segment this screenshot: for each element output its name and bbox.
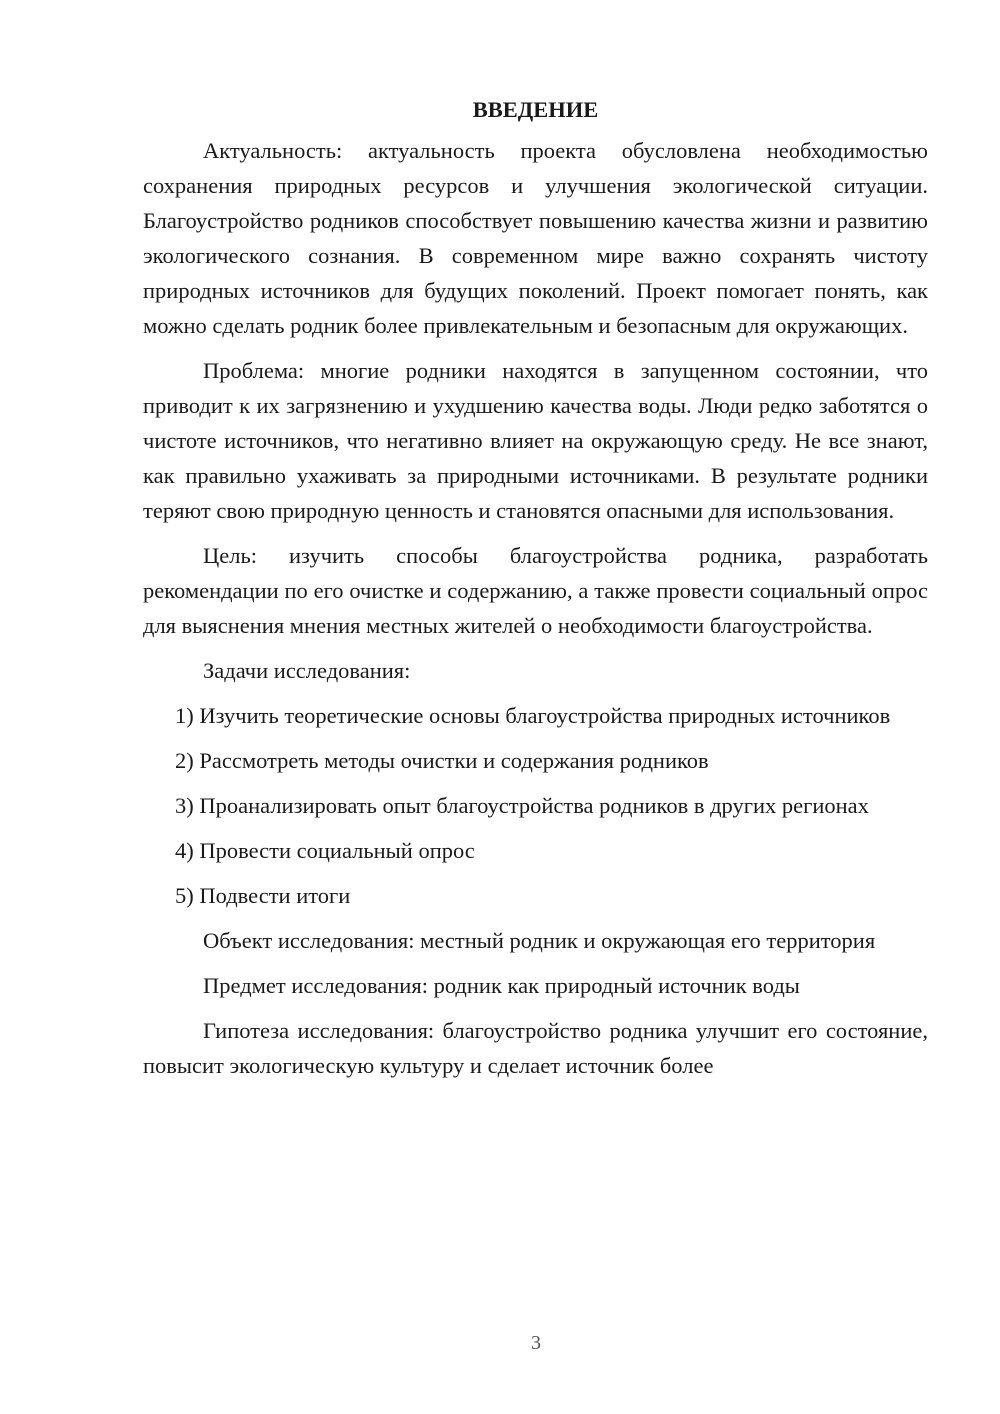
task-item-1: 1) Изучить теоретические основы благоустройства природных источников: [175, 703, 891, 728]
paragraph-hypothesis: Гипотеза исследования: благоустройство родника улучшит его состояние, повысит экологическую культуру и сделает источник более: [143, 1018, 928, 1078]
paragraph-problem: Проблема: многие родники находятся в запущенном состоянии, что приводит к их загрязнению и ухудшению качества воды. Люди редко заботятся о чистоте источников, что негативно влияет на окружающую среду. Не все знают, как правильно ухаживать за природными источниками. В результате родники теряют свою природную ценность и становятся опасными для использования.: [143, 358, 928, 523]
section-title: ВВЕДЕНИЕ: [472, 97, 599, 122]
paragraph-subject: Предмет исследования: родник как природный источник воды: [203, 973, 800, 998]
paragraph-relevance: Актуальность: актуальность проекта обусловлена необходимостью сохранения природных ресурсов и улучшения экологической ситуации. Благоустройство родников способствует повышению качества жизни и развитию экологического сознания. В современном мире важно сохранять чистоту природных источников для будущих поколений. Проект помогает понять, как можно сделать родник более привлекательным и безопасным для окружающих.: [143, 138, 928, 338]
paragraph-goal: Цель: изучить способы благоустройства родника, разработать рекомендации по его очистке и содержанию, а также провести социальный опрос для выяснения мнения местных жителей о необходимости благоустройства.: [143, 543, 928, 638]
task-item-2: 2) Рассмотреть методы очистки и содержания родников: [175, 748, 709, 773]
page-content: [143, 92, 928, 1083]
paragraph-object: Объект исследования: местный родник и окружающая его территория: [203, 928, 876, 953]
page-number: 3: [531, 1332, 541, 1354]
task-item-4: 4) Провести социальный опрос: [175, 838, 475, 863]
task-item-5: 5) Подвести итоги: [175, 883, 351, 908]
tasks-heading: Задачи исследования:: [203, 658, 411, 683]
task-item-3: 3) Проанализировать опыт благоустройства родников в других регионах: [175, 793, 869, 818]
